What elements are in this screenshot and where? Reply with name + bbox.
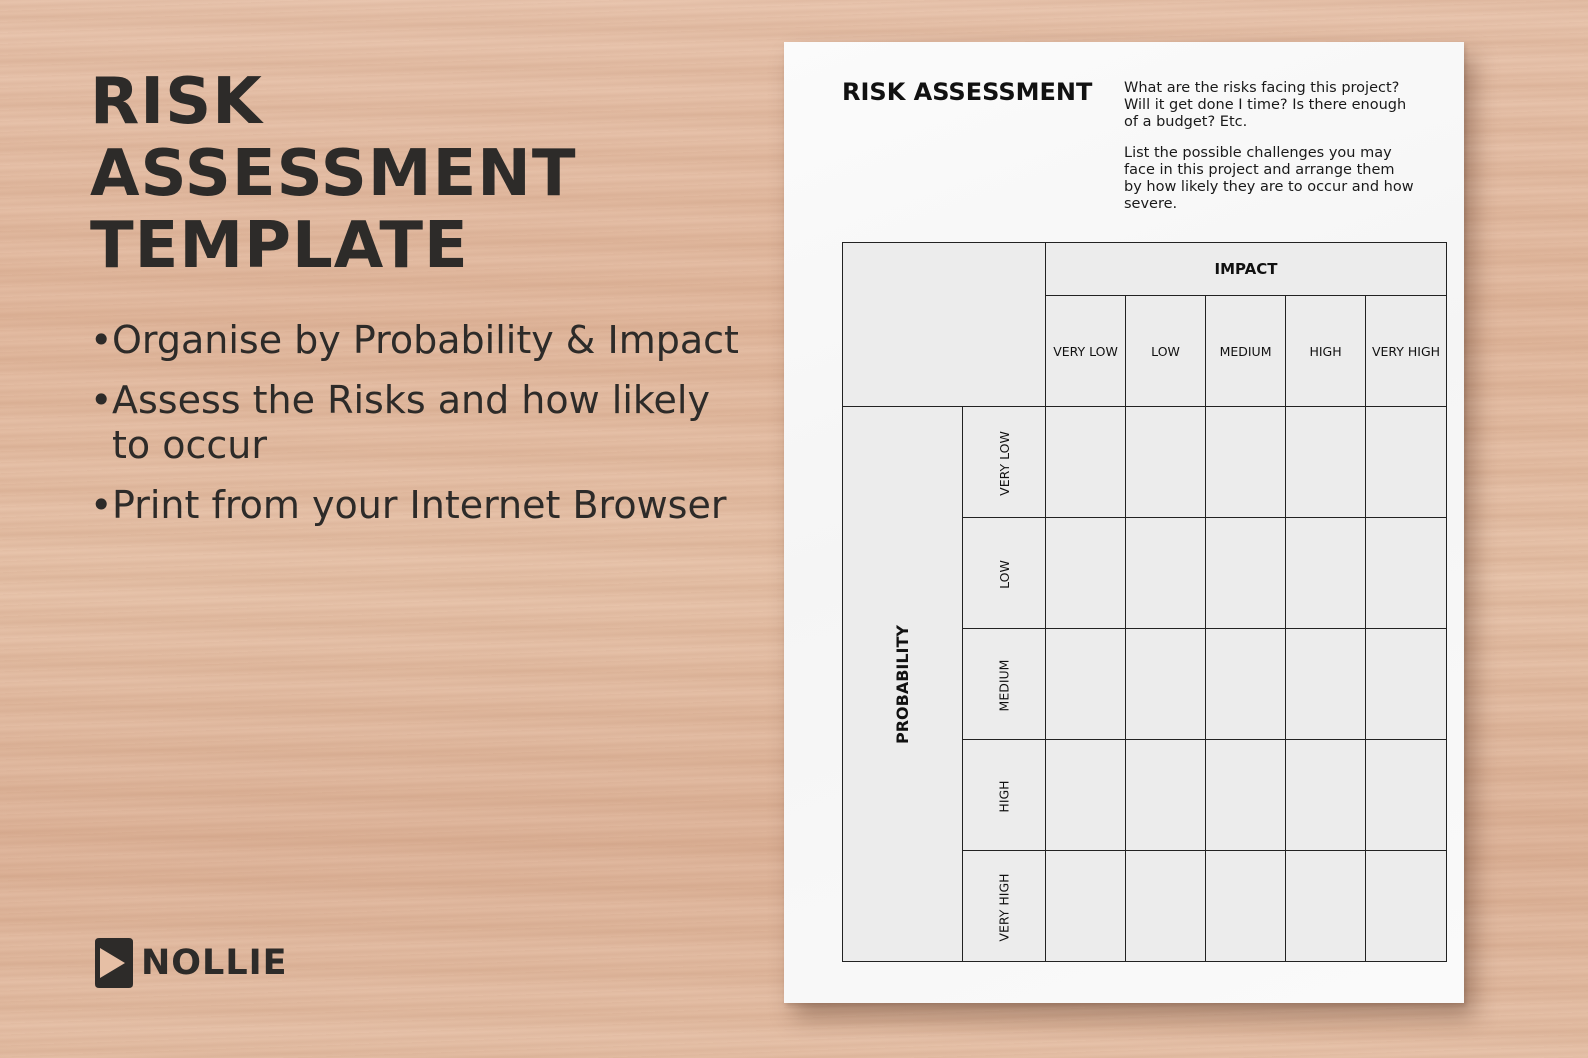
row-label: HIGH (996, 779, 1012, 813)
risk-cell[interactable] (1366, 518, 1447, 629)
risk-cell[interactable] (1206, 851, 1286, 962)
risk-cell[interactable] (1366, 407, 1447, 518)
risk-cell[interactable] (1206, 407, 1286, 518)
impact-level-high: HIGH (1286, 296, 1366, 407)
risk-cell[interactable] (1286, 851, 1366, 962)
risk-cell[interactable] (1046, 407, 1126, 518)
nollie-logo-icon (95, 938, 133, 988)
feature-item: • Print from your Internet Browser (90, 483, 750, 528)
impact-level-low: LOW (1126, 296, 1206, 407)
impact-level-very-high: VERY HIGH (1366, 296, 1447, 407)
description-paragraph: What are the risks facing this project? Will it get done I time? Is there enough of a budget? Etc. (1124, 80, 1407, 130)
risk-cell[interactable] (1286, 407, 1366, 518)
impact-level-very-low: VERY LOW (1046, 296, 1126, 407)
probability-level-medium (963, 629, 1046, 740)
risk-assessment-sheet (784, 42, 1464, 1003)
risk-cell[interactable] (1126, 740, 1206, 851)
risk-cell[interactable] (1126, 518, 1206, 629)
row-label: VERY HIGH (996, 872, 1012, 942)
row-label: MEDIUM (996, 659, 1012, 711)
risk-cell[interactable] (1366, 740, 1447, 851)
risk-cell[interactable] (1206, 740, 1286, 851)
hero-title (90, 66, 577, 282)
risk-cell[interactable] (1286, 740, 1366, 851)
risk-cell[interactable] (1366, 629, 1447, 740)
probability-level-very-high (963, 851, 1046, 962)
probability-level-high (963, 740, 1046, 851)
description-paragraph: List the possible challenges you may face in this project and arrange them by how likely they are to occur and how severe. (1124, 145, 1414, 212)
risk-cell[interactable] (1046, 740, 1126, 851)
risk-cell[interactable] (1206, 629, 1286, 740)
probability-header (843, 407, 963, 962)
risk-cell[interactable] (1046, 629, 1126, 740)
sheet-title: RISK ASSESSMENT (842, 78, 1093, 106)
risk-cell[interactable] (1046, 518, 1126, 629)
risk-cell[interactable] (1366, 851, 1447, 962)
matrix-corner (843, 243, 1046, 407)
risk-matrix (842, 242, 1447, 962)
impact-level-medium: MEDIUM (1206, 296, 1286, 407)
probability-level-low (963, 518, 1046, 629)
impact-header: IMPACT (1046, 243, 1447, 296)
row-label: VERY LOW (996, 430, 1012, 496)
hero-title-line: TEMPLATE (90, 209, 469, 283)
risk-cell[interactable] (1126, 629, 1206, 740)
risk-cell[interactable] (1126, 851, 1206, 962)
probability-level-very-low (963, 407, 1046, 518)
hero-title-line: ASSESSMENT (90, 137, 577, 211)
hero-title-line: RISK (90, 65, 263, 139)
sheet-description (1124, 80, 1414, 227)
feature-item: • Assess the Risks and how likely to occur (90, 378, 750, 468)
feature-list (90, 318, 750, 543)
brand-name: NOLLIE (141, 943, 288, 983)
risk-cell[interactable] (1286, 518, 1366, 629)
feature-item: • Organise by Probability & Impact (90, 318, 750, 363)
risk-cell[interactable] (1046, 851, 1126, 962)
row-label: LOW (996, 559, 1012, 589)
brand-logo (95, 938, 288, 988)
risk-cell[interactable] (1126, 407, 1206, 518)
probability-label: PROBABILITY (893, 624, 913, 744)
risk-cell[interactable] (1286, 629, 1366, 740)
risk-cell[interactable] (1206, 518, 1286, 629)
